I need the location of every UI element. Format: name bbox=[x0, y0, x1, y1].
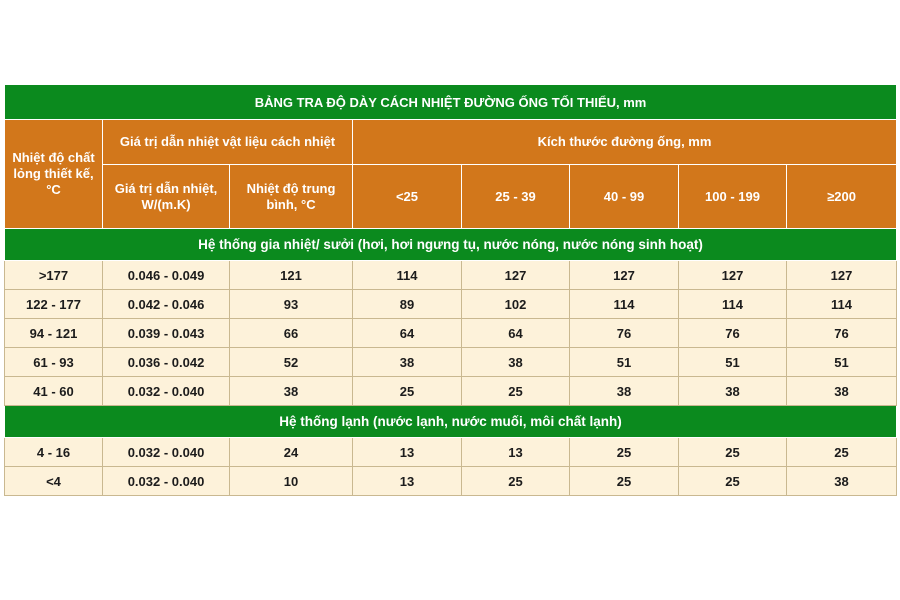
table-cell: 51 bbox=[570, 348, 679, 377]
header-size: <25 bbox=[353, 165, 462, 229]
table-cell: 114 bbox=[787, 290, 897, 319]
table-cell: 25 bbox=[462, 467, 570, 496]
table-cell: 114 bbox=[353, 261, 462, 290]
table-cell: 10 bbox=[230, 467, 353, 496]
table-cell: 13 bbox=[353, 467, 462, 496]
table-cell: 13 bbox=[353, 438, 462, 467]
table-cell: 121 bbox=[230, 261, 353, 290]
table-cell: 127 bbox=[462, 261, 570, 290]
table-cell: 127 bbox=[570, 261, 679, 290]
table-cell: 38 bbox=[570, 377, 679, 406]
table-cell: 61 - 93 bbox=[5, 348, 103, 377]
table-cell: 25 bbox=[570, 467, 679, 496]
table-cell: 52 bbox=[230, 348, 353, 377]
table-cell: 38 bbox=[787, 377, 897, 406]
table-cell: 25 bbox=[679, 467, 787, 496]
table-cell: 38 bbox=[462, 348, 570, 377]
table-row bbox=[5, 348, 897, 377]
table-row bbox=[5, 467, 897, 496]
header-pipe-size-group: Kích thước đường ống, mm bbox=[353, 120, 897, 165]
header-conductivity: Giá trị dẫn nhiệt, W/(m.K) bbox=[103, 165, 230, 229]
section-header: Hệ thống gia nhiệt/ sưởi (hơi, hơi ngưng tụ, nước nóng, nước nóng sinh hoạt) bbox=[5, 229, 897, 261]
header-size: 40 - 99 bbox=[570, 165, 679, 229]
table-cell: 25 bbox=[679, 438, 787, 467]
table-cell: 41 - 60 bbox=[5, 377, 103, 406]
table-cell: 127 bbox=[787, 261, 897, 290]
table-cell: 13 bbox=[462, 438, 570, 467]
header-size: 100 - 199 bbox=[679, 165, 787, 229]
table-cell: 38 bbox=[230, 377, 353, 406]
table-cell: 94 - 121 bbox=[5, 319, 103, 348]
header-temp: Nhiệt độ chất lỏng thiết kế, °C bbox=[5, 120, 103, 229]
table-cell: 66 bbox=[230, 319, 353, 348]
table-cell: 38 bbox=[679, 377, 787, 406]
header-conductivity-group: Giá trị dẫn nhiệt vật liệu cách nhiệt bbox=[103, 120, 353, 165]
table-cell: 0.039 - 0.043 bbox=[103, 319, 230, 348]
table-cell: 0.046 - 0.049 bbox=[103, 261, 230, 290]
table-row bbox=[5, 319, 897, 348]
table-cell: 114 bbox=[570, 290, 679, 319]
table-cell: 25 bbox=[787, 438, 897, 467]
header-mean-temp: Nhiệt độ trung bình, °C bbox=[230, 165, 353, 229]
table-cell: 0.042 - 0.046 bbox=[103, 290, 230, 319]
table-row bbox=[5, 438, 897, 467]
table-cell: 4 - 16 bbox=[5, 438, 103, 467]
table-row bbox=[5, 261, 897, 290]
table-cell: >177 bbox=[5, 261, 103, 290]
header-size: 25 - 39 bbox=[462, 165, 570, 229]
table-row bbox=[5, 377, 897, 406]
table-cell: 38 bbox=[787, 467, 897, 496]
table-cell: 64 bbox=[353, 319, 462, 348]
table-cell: 114 bbox=[679, 290, 787, 319]
table-cell: 89 bbox=[353, 290, 462, 319]
table-cell: 64 bbox=[462, 319, 570, 348]
table-cell: 93 bbox=[230, 290, 353, 319]
table-cell: 0.036 - 0.042 bbox=[103, 348, 230, 377]
table-cell: 102 bbox=[462, 290, 570, 319]
table-cell: <4 bbox=[5, 467, 103, 496]
header-size: ≥200 bbox=[787, 165, 897, 229]
table-cell: 25 bbox=[353, 377, 462, 406]
table-cell: 0.032 - 0.040 bbox=[103, 467, 230, 496]
table-cell: 76 bbox=[570, 319, 679, 348]
table-row bbox=[5, 290, 897, 319]
table-cell: 25 bbox=[570, 438, 679, 467]
table-cell: 127 bbox=[679, 261, 787, 290]
insulation-table bbox=[4, 84, 897, 496]
table-cell: 24 bbox=[230, 438, 353, 467]
table-cell: 38 bbox=[353, 348, 462, 377]
table-cell: 0.032 - 0.040 bbox=[103, 438, 230, 467]
table-cell: 51 bbox=[787, 348, 897, 377]
table-cell: 0.032 - 0.040 bbox=[103, 377, 230, 406]
table-title: BẢNG TRA ĐỘ DÀY CÁCH NHIỆT ĐƯỜNG ỐNG TỐI THIỂU, mm bbox=[5, 85, 897, 120]
section-header: Hệ thống lạnh (nước lạnh, nước muối, môi chất lạnh) bbox=[5, 406, 897, 438]
table-cell: 122 - 177 bbox=[5, 290, 103, 319]
table-cell: 25 bbox=[462, 377, 570, 406]
table-cell: 76 bbox=[787, 319, 897, 348]
table-cell: 51 bbox=[679, 348, 787, 377]
table-cell: 76 bbox=[679, 319, 787, 348]
